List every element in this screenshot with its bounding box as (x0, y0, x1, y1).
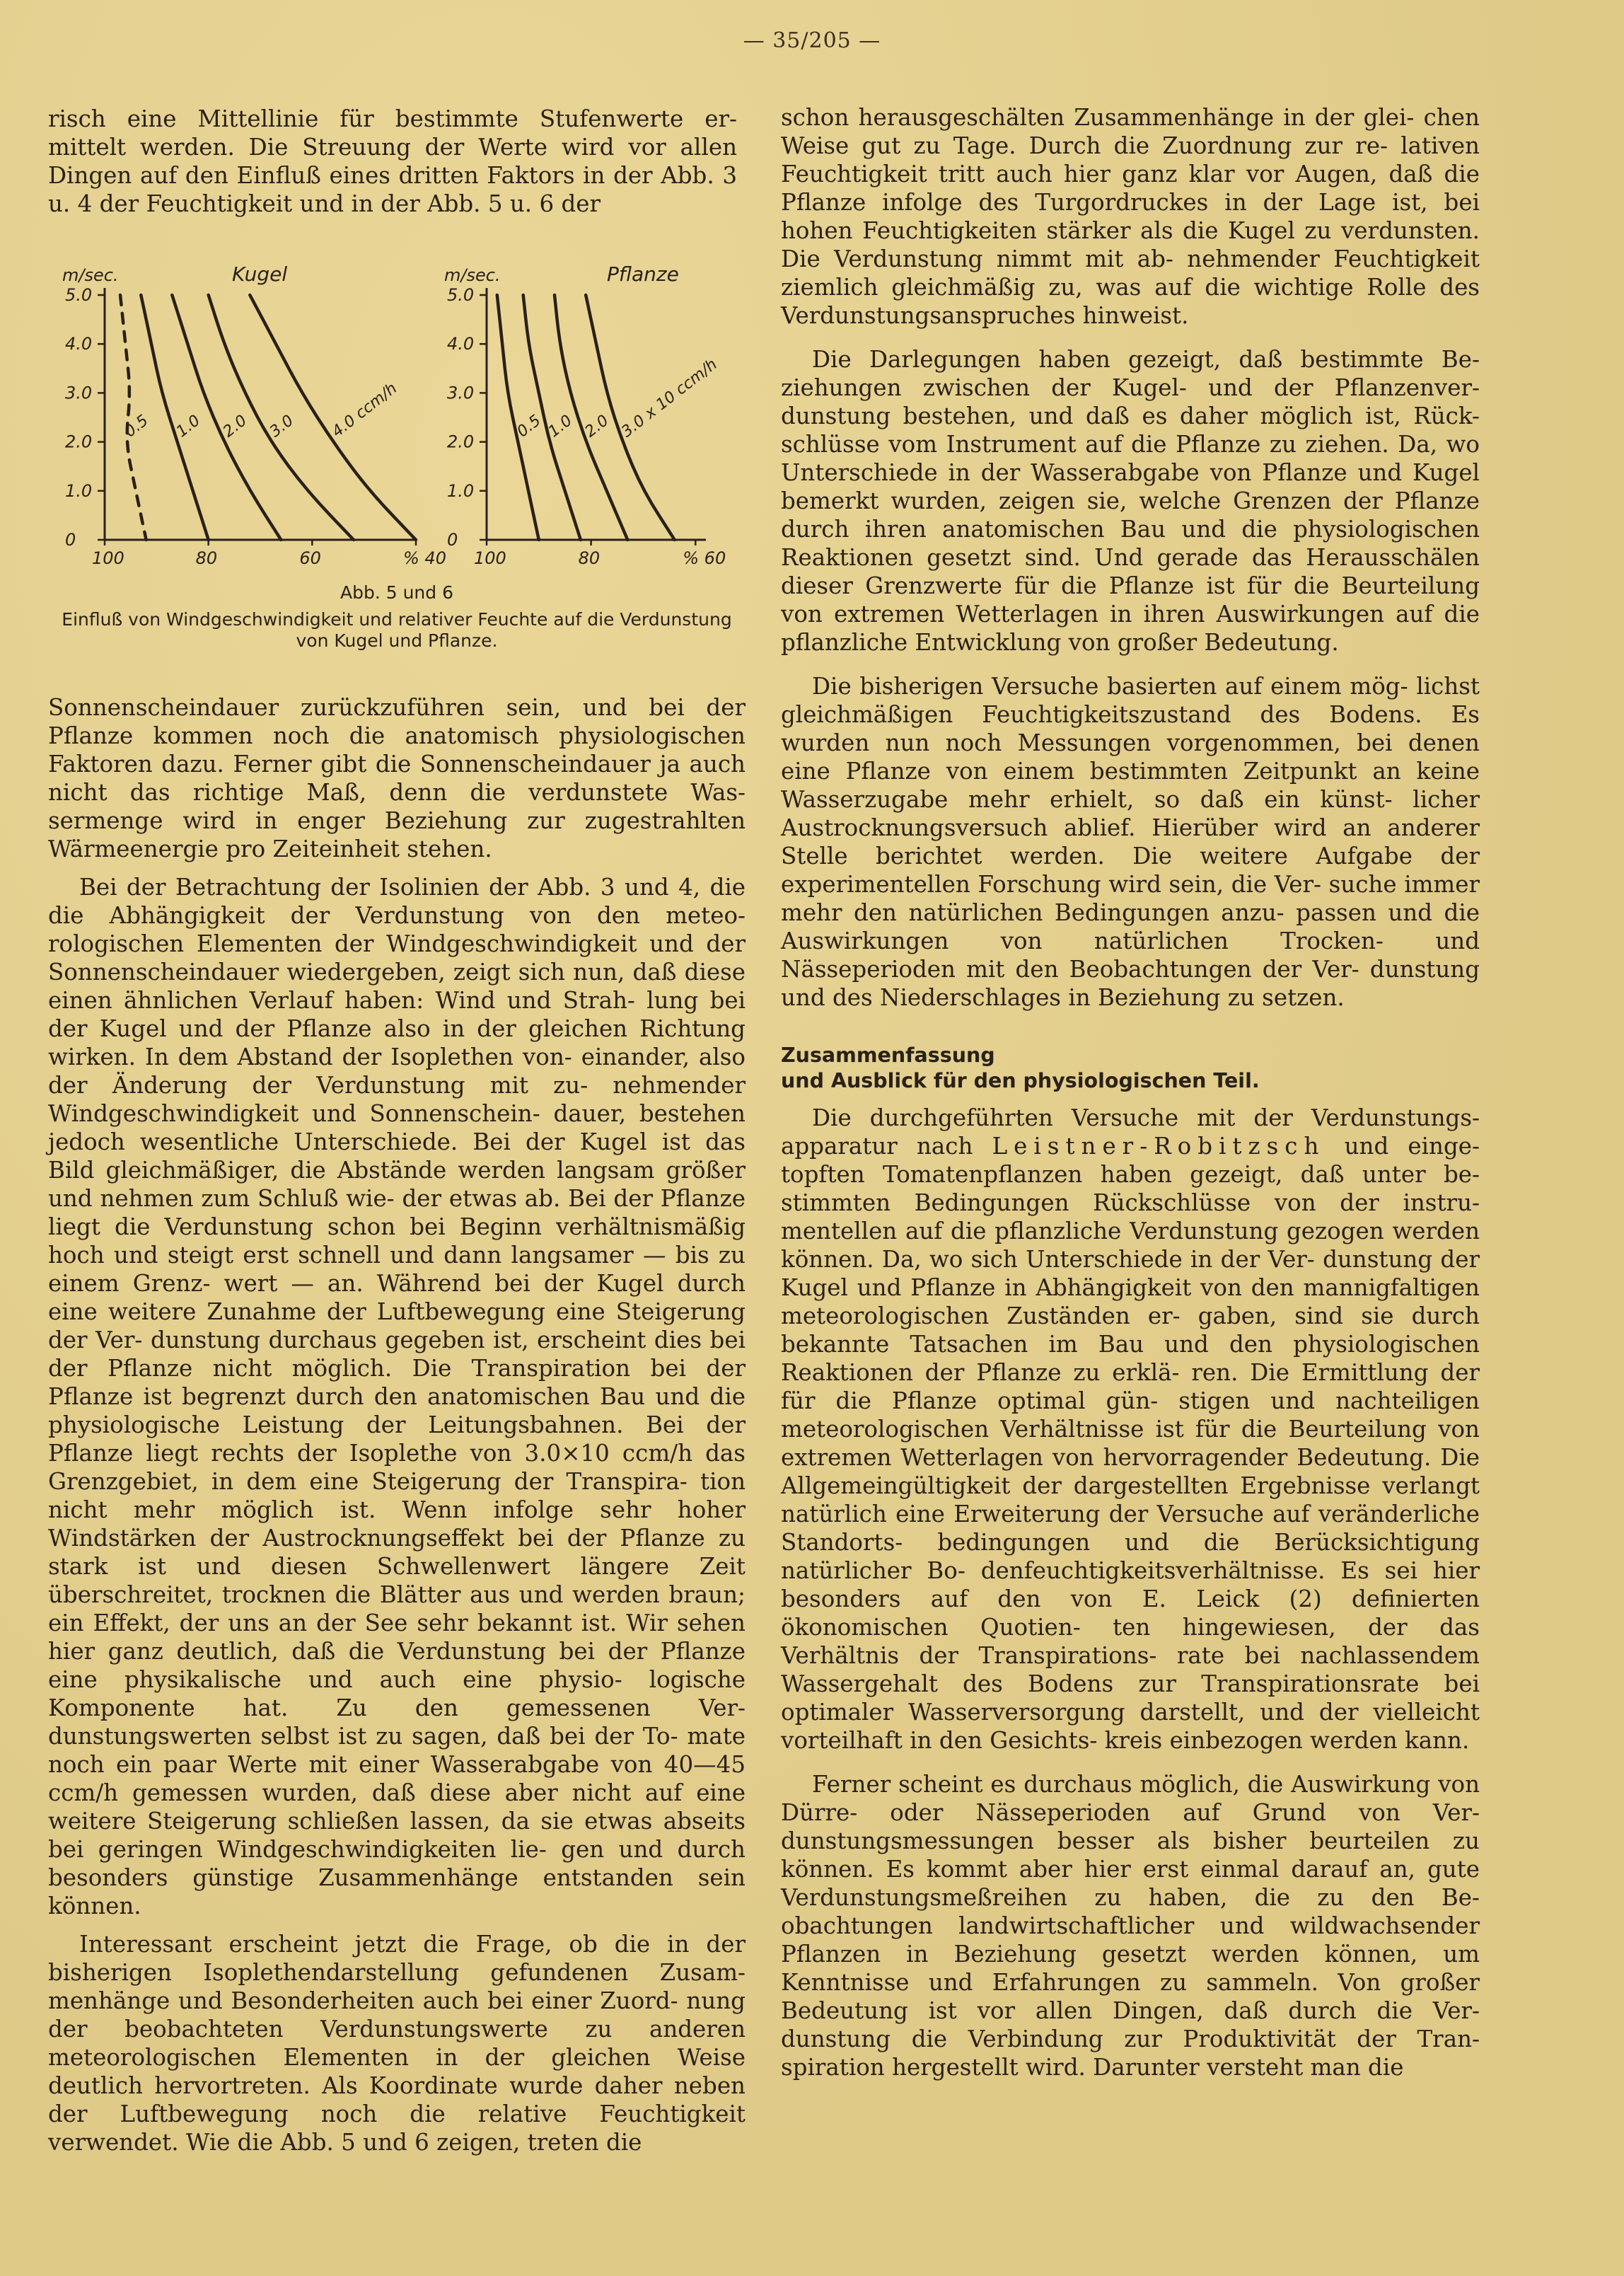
right-column (781, 103, 1480, 2081)
text-line: Bedeutung ist vor allen Dingen, daß durch die Ver- (781, 1997, 1480, 2024)
text-line: dunstung und des Niederschlages in Beziehung zu (781, 956, 1480, 1011)
text-line: denen eine Pflanze von einem bestimmten Zeitpunkt (781, 729, 1480, 785)
text-line: werden können. Da, wo sich Unterschiede in der Ver- (781, 1218, 1480, 1273)
text-line: überschreitet, trocknen die Blätter aus und werden (48, 1581, 660, 1608)
text-line: rologischen Elementen der Windgeschwindigkeit und (48, 930, 694, 957)
text-line: der dargestellten Ergebnisse verlangt natürlich eine (781, 1472, 1480, 1527)
curve-label: 3.0 x 10 ccm/h (618, 355, 721, 441)
y-tick-label: 2.0 (65, 432, 93, 452)
text-line: mentellen auf die pflanzliche Verdunstung gezogen (781, 1218, 1384, 1244)
text-line: Pflanze nicht möglich. Die Transpiration bei der (108, 1355, 746, 1382)
text-line: neben der Luftbewegung noch die relative Feuchtigkeit (48, 2072, 746, 2127)
figure (48, 251, 746, 676)
text-line: darstellt, und der vielleicht vorteilhaft in den Gesichts- (781, 1699, 1480, 1754)
text-line: menhänge und Besonderheiten auch bei einer Zuord- (48, 1987, 678, 2014)
text-line: dauer, bestehen jedoch wesentliche Unterschiede. Bei (48, 1100, 746, 1155)
text-line: obachtungen landwirtschaftlicher und wildwachsender (781, 1912, 1480, 1939)
curve-label: 0.5 (121, 412, 152, 441)
x-tick-label: 80 (578, 548, 601, 568)
text-line: rate bei nachlassendem Wassergehalt des Bodens zur (781, 1642, 1480, 1697)
text-line: ziehungen zwischen der Kugel- und der Pflanzenver- (781, 374, 1480, 401)
text-line: kreis einbezogen werden kann. (1104, 1727, 1470, 1754)
text-line: gen und durch besonders günstige Zusammenhänge (48, 1836, 746, 1891)
text-line: und Kugel bemerkt wurden, zeigen sie, welche Grenzen (781, 459, 1480, 514)
text-line: schnell und dann langsamer — bis zu einem Grenz- (48, 1242, 746, 1297)
text-line: gute Verdunstungsmeßreihen zu haben, die zu den Be- (781, 1856, 1480, 1911)
text-line: Faktoren dazu. Ferner gibt die Sonnenscheindauer ja (48, 751, 680, 778)
text-line: dunstungswerten selbst ist zu sagen, daß bei der To- (48, 1723, 678, 1750)
text-line: diese einen ähnlichen Verlauf haben: Wind und Strah- (48, 959, 746, 1014)
text-line: auf die wichtige Rolle des Verdunstungsanspruches (781, 274, 1480, 329)
isopleth-curve (250, 295, 416, 540)
text-line: anderer Stelle berichtet werden. Die weitere Aufgabe (781, 814, 1480, 870)
text-line: hervorragender Bedeutung. Die Allgemeingültigkeit (781, 1444, 1480, 1499)
x-tick-label: % 40 (403, 548, 446, 568)
summary-heading (781, 1043, 1480, 1094)
text-line: können. Es kommt aber hier erst einmal darauf an, (781, 1856, 1415, 1883)
text-line: lichst gleichmäßigen Feuchtigkeitszustand des Bodens. (781, 673, 1480, 728)
text-line: der Pflanze eine physikalische und auch eine physio- (48, 1638, 746, 1693)
text-line: einander, also der Änderung der Verdunstung mit zu- (48, 1044, 746, 1099)
paragraph (781, 672, 1480, 1012)
summary-heading-line: Zusammenfassung (781, 1044, 995, 1067)
text-line: nehmender Feuchtigkeit ziemlich gleichmäßig zu, was (781, 245, 1480, 301)
figure-number: Abb. 5 und 6 (340, 582, 453, 603)
text-line: sermenge wird in enger Beziehung zur zugestrahlten (48, 807, 746, 834)
text-line: Interessant erscheint jetzt die Frage, ob die in der (79, 1931, 746, 1958)
text-line: dunstung der Kugel und Pflanze in Abhängigkeit von (781, 1246, 1480, 1301)
y-tick-label: 3.0 (65, 383, 93, 403)
y-tick-label: 0 (65, 530, 76, 550)
text-line: Die bisherigen Versuche basierten auf einem mög- (812, 673, 1408, 700)
y-tick-label: 5.0 (65, 285, 93, 305)
text-line: Transpirationsrate bei optimaler Wasserversorgung (781, 1670, 1480, 1726)
text-line: meteorologischen Elementen in der gleichen Weise (48, 2044, 746, 2071)
paragraph (781, 345, 1480, 657)
left-column-bottom (48, 693, 746, 2156)
text-line: die physiologische Leistung der Leitungsbahnen. Bei (48, 1383, 746, 1438)
figure-caption-text: Einfluß von Windgeschwindigkeit und relativer Feuchte auf die Verdunstung von Kugel und Pflanze. (62, 609, 732, 651)
text-line: Pflanzen in Beziehung gesetzt werden können, um (781, 1941, 1480, 1968)
text-line: hinweist. (1082, 302, 1189, 329)
text-line: logische Komponente hat. Zu den gemessenen Ver- (48, 1666, 746, 1721)
text-line: Windstärken der Austrocknungseffekt bei der Pflanze (48, 1525, 705, 1552)
text-line: entstanden sein können. (48, 1864, 746, 1919)
text-line: dunstungsmessungen besser als bisher beurteilen zu (781, 1827, 1480, 1854)
curve-label: 3.0 (266, 412, 297, 441)
text-line: das Grenzgebiet, in dem eine Steigerung der Transpira- (48, 1440, 746, 1495)
text-line: Augen, daß die Pflanze infolge des Turgordruckes in (781, 161, 1480, 216)
summary-paragraph-2 (781, 1770, 1480, 2081)
x-tick-label: 80 (195, 548, 218, 568)
text-line: dunstung bestehen, und daß es daher möglich ist, Rück- (781, 403, 1480, 429)
text-line: dunstung die Verbindung zur Produktivität der Tran- (781, 2026, 1480, 2052)
text-line: Es wurden nun noch Messungen vorgenommen, bei (781, 701, 1480, 756)
text-line: lativen Feuchtigkeit tritt auch hier ganz klar vor (781, 132, 1480, 187)
paragraph (48, 1930, 746, 2156)
text-line: den physiologischen Reaktionen der Pflanze zu erklä- (781, 1331, 1480, 1386)
chart-pflanze (444, 262, 726, 568)
text-line: Pflanze kommen noch die anatomisch physiologischen (48, 722, 746, 749)
y-tick-label: 5.0 (447, 285, 475, 305)
curve-label: 4.0 ccm/h (328, 379, 401, 441)
text-line: stigen und nachteiligen meteorologischen Verhältnisse (781, 1387, 1480, 1443)
text-line: und Nässeperioden mit den Beobachtungen der Ver- (781, 928, 1480, 983)
paragraph (48, 693, 746, 863)
text-line: braun; ein Effekt, der uns an der See sehr bekannt ist. (48, 1581, 746, 1636)
text-line: Wir sehen hier ganz deutlich, daß die Verdunstung bei (48, 1610, 746, 1665)
text-line: verwendet. Wie die Abb. 5 und 6 zeigen, treten die (48, 2129, 642, 2156)
right-paragraphs (781, 103, 1480, 1012)
text-line: auch nicht das richtige Maß, denn die verdunstete Was- (48, 751, 746, 806)
text-line: bisherigen Isoplethendarstellung gefundenen Zusam- (48, 1959, 746, 1986)
text-line: von Dürre- oder Nässeperioden auf Grund von Ver- (781, 1771, 1480, 1826)
text-line: von großer Bedeutung. (1068, 629, 1339, 656)
text-line: wert — an. Während bei der Kugel durch eine weitere (48, 1270, 746, 1325)
curve-label: 2.0 (219, 412, 250, 441)
text-line: dunstung durchaus gegeben ist, erscheint dies bei der (48, 1327, 746, 1382)
curve-label: 0.5 (514, 412, 545, 441)
text-line: mittelt werden. Die Streuung der Werte wird vor allen (48, 134, 737, 161)
text-line: chen Weise gut zu Tage. Durch die Zuordnung zur re- (781, 104, 1480, 159)
text-line: die die Abhängigkeit der Verdunstung von den meteo- (48, 874, 746, 929)
x-tick-label: 100 (474, 548, 506, 568)
text-line: nehmender Windgeschwindigkeit und Sonnenschein- (48, 1072, 746, 1127)
chart-kugel (62, 262, 446, 568)
text-line: Kenntnisse und Erfahrungen zu sammeln. Von großer (781, 1969, 1480, 1996)
y-tick-label: 4.0 (447, 334, 475, 354)
text-line: apparatur nach (781, 1133, 973, 1160)
page-number: — 35/205 — (743, 28, 881, 53)
chart-title: Kugel (232, 262, 288, 286)
text-line: ist für die Beurteilung von extremen Wetterlagen in (781, 572, 1480, 628)
y-tick-label: 0 (447, 530, 458, 550)
text-line: Erweiterung der Versuche auf veränderliche Standorts- (781, 1501, 1480, 1556)
chart-title: Pflanze (607, 262, 679, 286)
text-line: zu stark ist und diesen Schwellenwert längere Zeit (48, 1525, 746, 1580)
text-line: auf eine weitere Steigerung schließen lassen, da sie (48, 1779, 746, 1835)
text-line: bedingungen und die Berücksichtigung natürlicher Bo- (781, 1529, 1480, 1584)
text-line: tion nicht mehr möglich ist. Wenn infolge sehr hoher (48, 1468, 746, 1523)
y-tick-label: 2.0 (447, 432, 475, 452)
y-axis-label: m/sec. (62, 265, 119, 285)
text-line: risch eine Mittellinie für bestimmte Stufenwerte er- (48, 105, 737, 132)
text-line: licher Austrocknungsversuch ablief. Hierüber wird an (781, 786, 1480, 841)
text-block (781, 1161, 1480, 1754)
text-line: Abb. 3 u. 4 der Feuchtigkeit und in der Abb. 5 u. 6 der (48, 162, 737, 217)
text-line: Wärmeenergie pro Zeiteinheit stehen. (48, 836, 492, 862)
text-line: mate noch ein paar Werte mit einer Wasserabgabe von (48, 1723, 746, 1778)
text-line: 40—45 ccm/h gemessen wurden, daß diese aber nicht (48, 1751, 746, 1806)
text-line: Sonnenscheindauer zurückzuführen sein, und bei der (48, 694, 746, 721)
curve-label: 1.0 (545, 412, 576, 441)
text-line: suche immer mehr den natürlichen Bedingungen anzu- (781, 871, 1480, 926)
figure-caption (48, 582, 746, 652)
text-line: der Sonnenscheindauer wiedergeben, zeigt sich nun, daß (48, 930, 746, 986)
text-line: werden langsam größer und nehmen zum Schluß wie- (48, 1157, 746, 1212)
text-line: deutlich hervortreten. Als Koordinate wurde daher (48, 2072, 663, 2099)
paragraph (48, 873, 746, 1920)
figure-charts (48, 251, 746, 577)
text-line: Richtung wirken. In dem Abstand der Isoplethen von- (48, 1015, 746, 1070)
text-line: schon bei Beginn verhältnismäßig hoch und steigt erst (48, 1213, 746, 1269)
curve-label: 2.0 (581, 412, 613, 441)
text-line: den von E. Leick (2) definierten ökonomischen Quotien- (781, 1585, 1480, 1641)
text-line: schlüsse vom Instrument auf die Pflanze zu ziehen. (781, 431, 1389, 458)
text-line: stimmten Bedingungen Rückschlüsse von der instru- (781, 1189, 1480, 1216)
text-line: der etwas ab. Bei der Pflanze liegt die Verdunstung (48, 1185, 746, 1240)
paragraph (48, 105, 737, 218)
y-axis-label: m/sec. (444, 265, 501, 285)
text-line: topften Tomatenpflanzen haben gezeigt, daß unter be- (781, 1161, 1480, 1188)
text-line: Pflanze ist begrenzt durch den anatomischen Bau und (48, 1383, 700, 1410)
text-line: lung bei der Kugel und der Pflanze also in der gleichen (48, 987, 746, 1042)
text-line: Bei der Betrachtung der Isolinien der Abb. 3 und 4, (79, 874, 701, 901)
y-tick-label: 4.0 (65, 334, 93, 354)
paragraph (781, 103, 1480, 330)
y-tick-label: 1.0 (447, 480, 475, 501)
text-line: der experimentellen Forschung wird sein, die Ver- (781, 843, 1480, 898)
text-line: Da, wo Unterschiede in der Wasserabgabe von Pflanze (781, 431, 1480, 486)
text-line: denfeuchtigkeitsverhältnisse. Es sei hier besonders auf (781, 1557, 1480, 1612)
text-line: Die Darlegungen haben gezeigt, daß bestimmte Be- (812, 346, 1480, 373)
y-tick-label: 3.0 (447, 383, 475, 403)
text-line: Zunahme der Luftbewegung eine Steigerung der Ver- (48, 1298, 746, 1353)
text-line: etwas abseits bei geringen Windgeschwindigkeiten lie- (48, 1808, 746, 1863)
summary-heading-line: und Ausblick für den physiologischen Teil. (781, 1069, 1260, 1092)
text-line: nung der beobachteten Verdunstungswerte zu anderen (48, 1987, 746, 2043)
text-line: das Herausschälen dieser Grenzwerte für die Pflanze (781, 544, 1480, 599)
text-line: ist für die Beurteilung von extremen Wetterlagen von (781, 1416, 1480, 1471)
text-line: ihren Auswirkungen auf die pflanzliche Entwicklung (781, 601, 1480, 656)
x-tick-label: 60 (299, 548, 321, 568)
text-line: gaben, sind sie durch bekannte Tatsachen im Bau und (781, 1302, 1480, 1358)
curve-label: 1.0 (173, 412, 204, 441)
text-line: physiologischen Reaktionen gesetzt sind. Und gerade (781, 516, 1480, 571)
text-line: den mannigfaltigen meteorologischen Zuständen er- (781, 1274, 1480, 1329)
text-line: passen und die Auswirkungen von natürlichen Trocken- (781, 899, 1480, 954)
text-line: schon herausgeschälten Zusammenhänge in der glei- (781, 104, 1415, 131)
text-line: Dingen auf den Einfluß eines dritten Faktors in der (48, 162, 653, 189)
text-line: Die durchgeführten Versuche mit der Verdunstungs- (812, 1104, 1480, 1131)
text-line: Ferner scheint es durchaus möglich, die Auswirkung (812, 1771, 1431, 1798)
text-line: der Lage ist, bei hohen Feuchtigkeiten stärker als die (781, 189, 1480, 244)
text-line: an keine Wasserzugabe mehr erhielt, so daß ein künst- (781, 758, 1480, 813)
text-line: spiration hergestellt wird. Darunter versteht man die (781, 2054, 1404, 2081)
text-line: ten hingewiesen, der das Verhältnis der Transpirations- (781, 1614, 1480, 1669)
left-column-top (48, 105, 737, 218)
text-line: ren. Die Ermittlung der für die Pflanze optimal gün- (781, 1359, 1480, 1414)
x-tick-label: 100 (92, 548, 124, 568)
x-tick-label: % 60 (683, 548, 726, 568)
text-line: setzen. (1262, 984, 1345, 1011)
isopleth-curve (141, 295, 208, 540)
author-names: Leistner-Robitzsch (992, 1133, 1326, 1160)
y-tick-label: 1.0 (65, 480, 93, 501)
text-line: Kugel zu verdunsten. Die Verdunstung nimmt mit ab- (781, 217, 1480, 272)
summary-paragraph-1 (781, 1104, 1480, 1755)
text-line: der Pflanze liegt rechts der Isoplethe von 3.0×10 ccm/h (48, 1411, 746, 1467)
text-line: der Pflanze durch ihren anatomischen Bau und die (781, 487, 1480, 543)
text-line: und einge- (1344, 1133, 1480, 1160)
text-line: der Kugel ist das Bild gleichmäßiger, die Abstände (48, 1128, 746, 1184)
